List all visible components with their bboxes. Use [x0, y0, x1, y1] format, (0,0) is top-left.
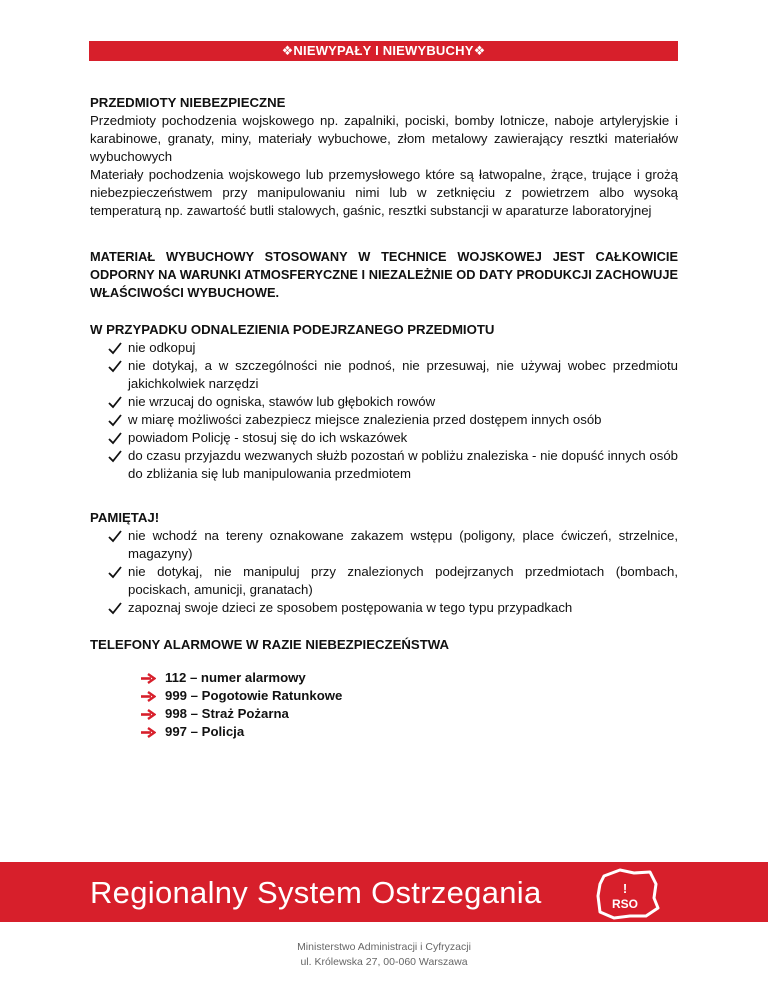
list-item-text: nie dotykaj, a w szczególności nie podnoś, nie przesuwaj, nie używaj wobec przedmiotu jakichkolwiek narzędzi	[128, 358, 678, 391]
list-item	[90, 527, 678, 563]
phone-item-text: 999 – Pogotowie Ratunkowe	[165, 688, 343, 703]
footer-address	[0, 940, 768, 970]
checkmark-icon	[107, 357, 123, 375]
list-item-text: w miarę możliwości zabezpiecz miejsce znalezienia przed dostępem innych osób	[128, 412, 602, 427]
phone-item	[140, 723, 342, 741]
list-item	[90, 411, 678, 429]
arrow-right-icon	[140, 727, 156, 738]
checkmark-icon	[107, 447, 123, 465]
explosive-warning: MATERIAŁ WYBUCHOWY STOSOWANY W TECHNICE WOJSKOWEJ JEST CAŁKOWICIE ODPORNY NA WARUNKI ATMOSFERYCZNE I NIEZALEŻNIE OD DATY PRODUKCJI ZACHOWUJE WŁAŚCIWOŚCI WYBUCHOWE.	[90, 249, 678, 300]
arrow-right-icon	[140, 673, 156, 684]
phone-item	[140, 669, 342, 687]
checkmark-icon	[107, 563, 123, 581]
phone-item-text: 997 – Policja	[165, 724, 245, 739]
footer-title: Regionalny System Ostrzegania	[90, 875, 542, 910]
list-item	[90, 393, 678, 411]
list-item-text: powiadom Policję - stosuj się do ich wskazówek	[128, 430, 408, 445]
checkmark-icon	[107, 339, 123, 357]
checkmark-icon	[107, 393, 123, 411]
phone-item-text: 998 – Straż Pożarna	[165, 706, 289, 721]
checkmark-icon	[107, 599, 123, 617]
list-item-text: nie dotykaj, nie manipuluj przy znalezionych podejrzanych przedmiotach (bombach, pociskach, amunicji, granatach)	[128, 564, 678, 597]
address-line-1: Ministerstwo Administracji i Cyfryzacji	[297, 941, 471, 953]
if-found-list	[90, 339, 678, 483]
list-item-text: nie wchodź na tereny oznakowane zakazem wstępu (poligony, place ćwiczeń, strzelnice, magazyny)	[128, 528, 678, 561]
arrow-right-icon	[140, 709, 156, 720]
paragraph-military-objects: Przedmioty pochodzenia wojskowego np. zapalniki, pociski, bomby lotnicze, naboje artyleryjskie i karabinowe, granaty, miny, materiały wybuchowe, złom metalowy zawierający resztki materiałów wybuchowych	[90, 113, 678, 164]
section-title-if-found: W PRZYPADKU ODNALEZIENIA PODEJRZANEGO PRZEDMIOTU	[90, 322, 495, 337]
page-title: ❖NIEWYPAŁY I NIEWYBUCHY❖	[281, 43, 486, 58]
section-title-remember: PAMIĘTAJ!	[90, 510, 160, 525]
logo-text: RSO	[611, 897, 639, 911]
section-body-dangerous-objects	[90, 112, 678, 220]
checkmark-icon	[107, 527, 123, 545]
section-title-dangerous-objects: PRZEDMIOTY NIEBEZPIECZNE	[90, 95, 286, 110]
logo-mark: !	[622, 881, 628, 896]
page-title-bar	[89, 41, 678, 61]
section-title-emergency-phones: TELEFONY ALARMOWE W RAZIE NIEBEZPIECZEŃSTWA	[90, 637, 449, 652]
arrow-right-icon	[140, 691, 156, 702]
list-item	[90, 357, 678, 393]
address-line-2: ul. Królewska 27, 00-060 Warszawa	[300, 956, 468, 968]
list-item-text: nie wrzucaj do ogniska, stawów lub głębokich rowów	[128, 394, 436, 409]
list-item-text: do czasu przyjazdu wezwanych służb pozostań w pobliżu znaleziska - nie dopuść innych osób do zbliżania się lub manipulowania przedmiotem	[128, 448, 678, 481]
list-item-text: zapoznaj swoje dzieci ze sposobem postępowania w tego typu przypadkach	[128, 600, 573, 615]
list-item	[90, 447, 678, 483]
footer-banner	[0, 862, 768, 922]
paragraph-hazardous-materials: Materiały pochodzenia wojskowego lub przemysłowego które są łatwopalne, żrące, trujące i grożą niebezpieczeństwem przy manipulowaniu nimi lub w zetknięciu z powietrzem albo wysoką temperaturą np. zawartość butli stalowych, gaśnic, resztki substancji w aparaturze laboratoryjnej	[90, 167, 678, 218]
emergency-phones-list	[140, 669, 342, 741]
list-item	[90, 563, 678, 599]
list-item	[90, 339, 678, 357]
phone-item	[140, 705, 342, 723]
checkmark-icon	[107, 411, 123, 429]
checkmark-icon	[107, 429, 123, 447]
phone-item-text: 112 – numer alarmowy	[165, 670, 306, 685]
list-item-text: nie odkopuj	[128, 340, 196, 355]
rso-logo-icon	[590, 866, 662, 920]
list-item	[90, 429, 678, 447]
phone-item	[140, 687, 342, 705]
remember-list	[90, 527, 678, 617]
list-item	[90, 599, 678, 617]
